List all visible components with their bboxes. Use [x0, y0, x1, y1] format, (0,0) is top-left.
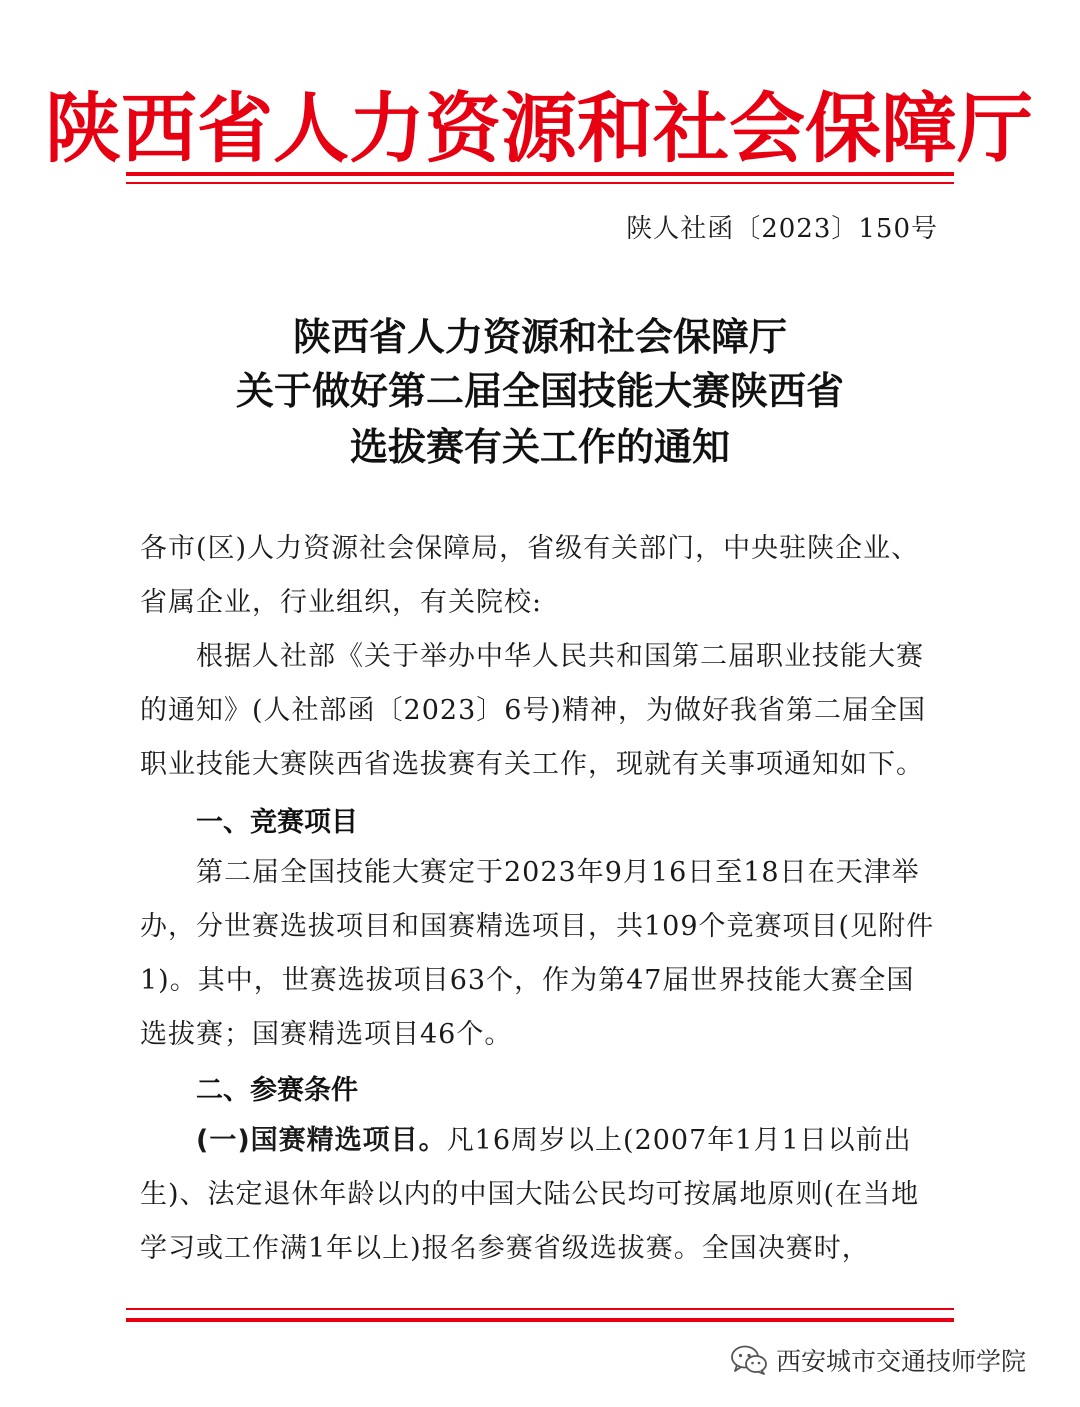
intro-text: 根据人社部《关于举办中华人民共和国第二届职业技能大赛的通知》(人社部函〔2023〕6号)精神，为做好我省第二届全国职业技能大赛陕西省选拔赛有关工作，现就有关事项通知如下。 — [140, 641, 926, 780]
footer-rule-thick — [126, 1318, 954, 1322]
section-1-paragraph — [140, 846, 940, 1062]
section-2-heading: 二、参赛条件 — [196, 1075, 358, 1106]
watermark-text: 西安城市交通技师学院 — [776, 1347, 1027, 1376]
document-number: 陕人社函〔2023〕150号 — [626, 214, 938, 244]
intro-paragraph — [140, 630, 940, 792]
account-watermark — [730, 1340, 1026, 1380]
header-rule-thin — [126, 182, 954, 184]
section-1-text: 第二届全国技能大赛定于2023年9月16日至18日在天津举办，分世赛选拔项目和国赛精选项目，共109个竞赛项目(见附件1)。其中，世赛选拔项目63个，作为第47届世界技能大赛全国选拔赛；国赛精选项目46个。 — [140, 857, 935, 1050]
section-2-sub-label: (一)国赛精选项目。 — [196, 1125, 447, 1156]
addressee-paragraph: 各市(区)人力资源社会保障局，省级有关部门，中央驻陕企业、省属企业，行业组织，有关院校: — [140, 533, 920, 618]
agency-masthead: 陕西省人力资源和社会保障厅 — [45, 83, 1033, 173]
wechat-icon — [730, 1344, 768, 1376]
section-1-heading: 一、竞赛项目 — [196, 807, 358, 838]
section-2-sub-text: 凡16周岁以上(2007年1月1日以前出生)、法定退休年龄以内的中国大陆公民均可按属地原则(在当地学习或工作满1年以上)报名参赛省级选拔赛。全国决赛时， — [140, 1125, 920, 1264]
footer-rule-thin — [126, 1308, 954, 1310]
header-rule-thick — [126, 172, 954, 176]
title-line-1: 陕西省人力资源和社会保障厅 — [292, 314, 787, 359]
title-line-2: 关于做好第二届全国技能大赛陕西省 — [235, 368, 844, 413]
title-line-3: 选拔赛有关工作的通知 — [349, 424, 730, 469]
section-2-paragraph — [140, 1114, 940, 1276]
